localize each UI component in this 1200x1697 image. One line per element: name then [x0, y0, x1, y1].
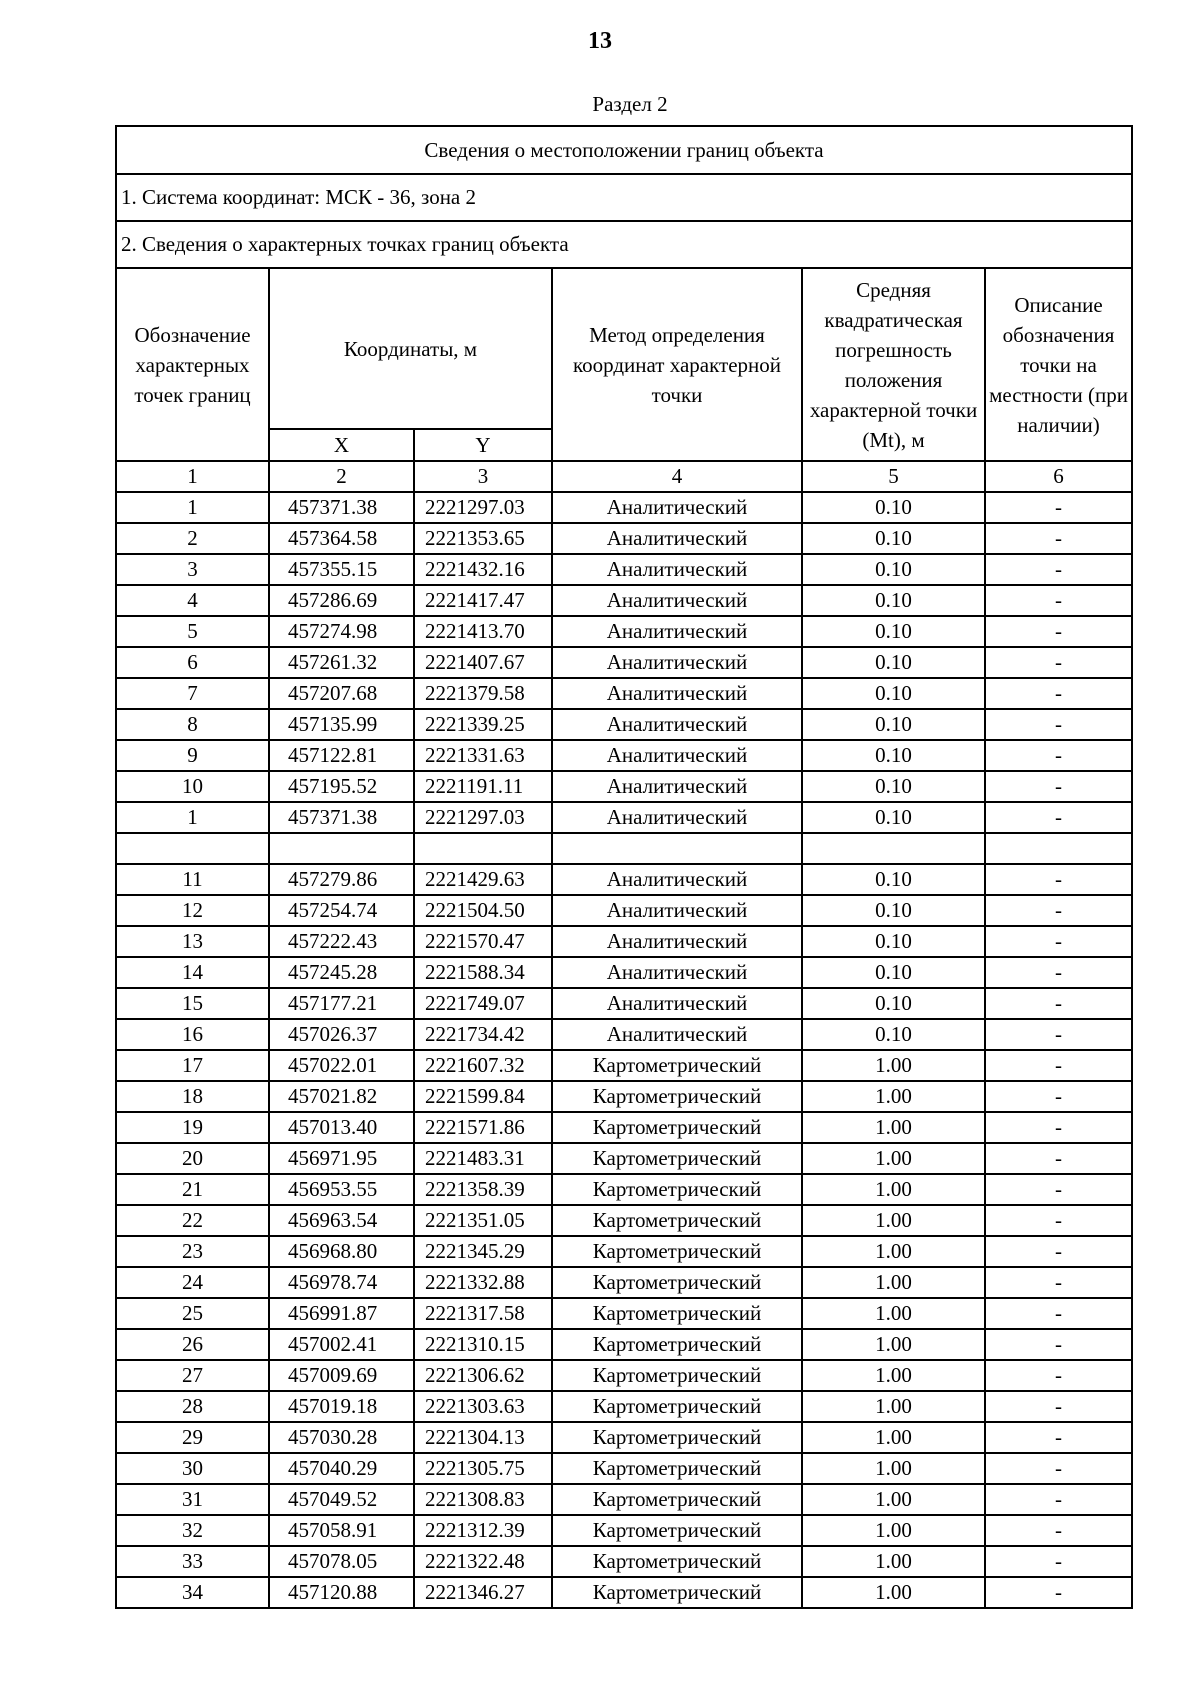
table-row	[116, 1236, 1132, 1267]
error-cell: 1.00	[802, 1298, 985, 1329]
table-row	[116, 554, 1132, 585]
description-cell: -	[985, 1112, 1132, 1143]
description-cell: -	[985, 988, 1132, 1019]
coord-y-cell: 2221571.86	[414, 1112, 552, 1143]
point-number-cell: 21	[116, 1174, 269, 1205]
table-row	[116, 1205, 1132, 1236]
point-number-cell: 22	[116, 1205, 269, 1236]
table-row	[116, 647, 1132, 678]
method-cell: Аналитический	[552, 988, 802, 1019]
coord-y-cell: 2221346.27	[414, 1577, 552, 1608]
point-number-cell: 2	[116, 523, 269, 554]
page-number: 13	[588, 28, 612, 54]
description-cell: -	[985, 709, 1132, 740]
table-row	[116, 895, 1132, 926]
coord-y-cell: 2221310.15	[414, 1329, 552, 1360]
error-cell: 0.10	[802, 895, 985, 926]
table-row	[116, 1360, 1132, 1391]
column-number: 2	[269, 461, 414, 492]
error-cell: 1.00	[802, 1329, 985, 1360]
coord-y-cell: 2221429.63	[414, 864, 552, 895]
table-row	[116, 1329, 1132, 1360]
coord-x-cell: 457254.74	[269, 895, 414, 926]
error-cell: 0.10	[802, 492, 985, 523]
description-cell: -	[985, 1019, 1132, 1050]
description-cell: -	[985, 1298, 1132, 1329]
error-cell: 1.00	[802, 1577, 985, 1608]
method-cell: Картометрический	[552, 1422, 802, 1453]
error-cell: 0.10	[802, 802, 985, 833]
coord-y-cell: 2221317.58	[414, 1298, 552, 1329]
coord-y-cell: 2221570.47	[414, 926, 552, 957]
point-number-cell	[116, 833, 269, 864]
point-number-cell: 31	[116, 1484, 269, 1515]
table-row	[116, 771, 1132, 802]
header-designation: Обозначение характерных точек границ	[116, 268, 269, 461]
table-caption: Сведения о местоположении границ объекта	[116, 126, 1132, 174]
point-number-cell: 5	[116, 616, 269, 647]
method-cell: Аналитический	[552, 802, 802, 833]
table-row	[116, 833, 1132, 864]
table-row	[116, 1050, 1132, 1081]
description-cell: -	[985, 1422, 1132, 1453]
coord-x-cell: 457355.15	[269, 554, 414, 585]
error-cell: 1.00	[802, 1422, 985, 1453]
table-row	[116, 1422, 1132, 1453]
coord-y-cell: 2221483.31	[414, 1143, 552, 1174]
description-cell: -	[985, 1484, 1132, 1515]
table-row	[116, 1546, 1132, 1577]
description-cell	[985, 833, 1132, 864]
coord-y-cell: 2221305.75	[414, 1453, 552, 1484]
table-row	[116, 709, 1132, 740]
method-cell	[552, 833, 802, 864]
coord-x-cell: 457022.01	[269, 1050, 414, 1081]
method-cell: Аналитический	[552, 864, 802, 895]
description-cell: -	[985, 1546, 1132, 1577]
description-cell: -	[985, 585, 1132, 616]
point-number-cell: 18	[116, 1081, 269, 1112]
coord-x-cell: 457026.37	[269, 1019, 414, 1050]
description-cell: -	[985, 802, 1132, 833]
point-number-cell: 9	[116, 740, 269, 771]
method-cell: Аналитический	[552, 492, 802, 523]
coord-x-cell: 456991.87	[269, 1298, 414, 1329]
method-cell: Картометрический	[552, 1174, 802, 1205]
point-number-cell: 32	[116, 1515, 269, 1546]
coord-x-cell: 457364.58	[269, 523, 414, 554]
error-cell	[802, 833, 985, 864]
method-cell: Картометрический	[552, 1546, 802, 1577]
coord-x-cell: 457261.32	[269, 647, 414, 678]
error-cell: 1.00	[802, 1236, 985, 1267]
description-cell: -	[985, 1360, 1132, 1391]
point-number-cell: 19	[116, 1112, 269, 1143]
table-row	[116, 1019, 1132, 1050]
table-row	[116, 1081, 1132, 1112]
point-number-cell: 34	[116, 1577, 269, 1608]
method-cell: Картометрический	[552, 1484, 802, 1515]
coord-y-cell: 2221432.16	[414, 554, 552, 585]
error-cell: 0.10	[802, 678, 985, 709]
table-row	[116, 1515, 1132, 1546]
method-cell: Аналитический	[552, 616, 802, 647]
point-number-cell: 4	[116, 585, 269, 616]
point-number-cell: 27	[116, 1360, 269, 1391]
error-cell: 1.00	[802, 1484, 985, 1515]
point-number-cell: 3	[116, 554, 269, 585]
coord-x-cell: 456968.80	[269, 1236, 414, 1267]
coord-y-cell: 2221322.48	[414, 1546, 552, 1577]
coord-y-cell: 2221599.84	[414, 1081, 552, 1112]
header-method: Метод определения координат характерной точки	[552, 268, 802, 461]
point-number-cell: 8	[116, 709, 269, 740]
description-cell: -	[985, 554, 1132, 585]
coord-x-cell: 457019.18	[269, 1391, 414, 1422]
coord-y-cell: 2221734.42	[414, 1019, 552, 1050]
description-cell: -	[985, 616, 1132, 647]
column-number-row	[116, 461, 1132, 492]
description-cell: -	[985, 1453, 1132, 1484]
coordinate-system-line: 1. Система координат: МСК - 36, зона 2	[116, 174, 1132, 221]
point-number-cell: 29	[116, 1422, 269, 1453]
coord-x-cell: 457122.81	[269, 740, 414, 771]
coord-x-cell: 457120.88	[269, 1577, 414, 1608]
coord-y-cell: 2221588.34	[414, 957, 552, 988]
coord-y-cell: 2221297.03	[414, 802, 552, 833]
method-cell: Картометрический	[552, 1515, 802, 1546]
error-cell: 1.00	[802, 1515, 985, 1546]
coord-x-cell: 457207.68	[269, 678, 414, 709]
description-cell: -	[985, 1174, 1132, 1205]
error-cell: 1.00	[802, 1205, 985, 1236]
error-cell: 1.00	[802, 1174, 985, 1205]
description-cell: -	[985, 492, 1132, 523]
method-cell: Картометрический	[552, 1329, 802, 1360]
method-cell: Аналитический	[552, 1019, 802, 1050]
point-number-cell: 20	[116, 1143, 269, 1174]
method-cell: Аналитический	[552, 957, 802, 988]
description-cell: -	[985, 647, 1132, 678]
method-cell: Аналитический	[552, 740, 802, 771]
description-cell: -	[985, 1329, 1132, 1360]
description-cell: -	[985, 740, 1132, 771]
table-row	[116, 616, 1132, 647]
point-number-cell: 14	[116, 957, 269, 988]
point-number-cell: 13	[116, 926, 269, 957]
description-cell: -	[985, 1577, 1132, 1608]
error-cell: 0.10	[802, 988, 985, 1019]
error-cell: 0.10	[802, 647, 985, 678]
coord-x-cell: 457009.69	[269, 1360, 414, 1391]
method-cell: Картометрический	[552, 1205, 802, 1236]
header-coordinates: Координаты, м	[269, 268, 552, 429]
point-number-cell: 7	[116, 678, 269, 709]
coord-x-cell: 457222.43	[269, 926, 414, 957]
description-cell: -	[985, 926, 1132, 957]
method-cell: Аналитический	[552, 678, 802, 709]
coord-y-cell: 2221413.70	[414, 616, 552, 647]
point-number-cell: 17	[116, 1050, 269, 1081]
coord-y-cell: 2221191.11	[414, 771, 552, 802]
error-cell: 0.10	[802, 585, 985, 616]
coord-x-cell: 457371.38	[269, 492, 414, 523]
point-number-cell: 10	[116, 771, 269, 802]
point-number-cell: 15	[116, 988, 269, 1019]
point-number-cell: 1	[116, 802, 269, 833]
coord-x-cell: 457021.82	[269, 1081, 414, 1112]
header-description: Описание обозначения точки на местности (при наличии)	[985, 268, 1132, 461]
coord-y-cell: 2221353.65	[414, 523, 552, 554]
method-cell: Картометрический	[552, 1360, 802, 1391]
error-cell: 1.00	[802, 1546, 985, 1577]
description-cell: -	[985, 1205, 1132, 1236]
table-row	[116, 1298, 1132, 1329]
column-number: 5	[802, 461, 985, 492]
description-cell: -	[985, 1267, 1132, 1298]
points-section-title: 2. Сведения о характерных точках границ объекта	[116, 221, 1132, 268]
coord-y-cell: 2221379.58	[414, 678, 552, 709]
coord-x-cell: 457177.21	[269, 988, 414, 1019]
error-cell: 0.10	[802, 1019, 985, 1050]
column-number: 3	[414, 461, 552, 492]
method-cell: Аналитический	[552, 709, 802, 740]
coord-y-cell: 2221417.47	[414, 585, 552, 616]
table-row	[116, 740, 1132, 771]
coord-y-cell: 2221306.62	[414, 1360, 552, 1391]
error-cell: 0.10	[802, 771, 985, 802]
section-label: Раздел 2	[592, 92, 668, 116]
description-cell: -	[985, 1081, 1132, 1112]
coord-y-cell: 2221345.29	[414, 1236, 552, 1267]
table-row	[116, 492, 1132, 523]
method-cell: Аналитический	[552, 771, 802, 802]
table-row	[116, 1577, 1132, 1608]
error-cell: 1.00	[802, 1112, 985, 1143]
table-row	[116, 1391, 1132, 1422]
coord-x-cell: 457030.28	[269, 1422, 414, 1453]
method-cell: Картометрический	[552, 1453, 802, 1484]
description-cell: -	[985, 864, 1132, 895]
table-row	[116, 1484, 1132, 1515]
table-row	[116, 1112, 1132, 1143]
table-row	[116, 1267, 1132, 1298]
error-cell: 1.00	[802, 1267, 985, 1298]
table-row	[116, 1453, 1132, 1484]
coord-x-cell: 457040.29	[269, 1453, 414, 1484]
coord-x-cell: 457245.28	[269, 957, 414, 988]
coord-x-cell: 457195.52	[269, 771, 414, 802]
header-y: Y	[414, 429, 552, 461]
point-number-cell: 11	[116, 864, 269, 895]
description-cell: -	[985, 678, 1132, 709]
point-number-cell: 6	[116, 647, 269, 678]
description-cell: -	[985, 895, 1132, 926]
coord-y-cell: 2221339.25	[414, 709, 552, 740]
method-cell: Картометрический	[552, 1298, 802, 1329]
method-cell: Картометрический	[552, 1050, 802, 1081]
coord-y-cell: 2221749.07	[414, 988, 552, 1019]
coord-y-cell: 2221308.83	[414, 1484, 552, 1515]
error-cell: 0.10	[802, 926, 985, 957]
method-cell: Аналитический	[552, 554, 802, 585]
coord-y-cell: 2221331.63	[414, 740, 552, 771]
point-number-cell: 26	[116, 1329, 269, 1360]
method-cell: Картометрический	[552, 1391, 802, 1422]
table-row	[116, 678, 1132, 709]
coord-y-cell: 2221407.67	[414, 647, 552, 678]
coord-x-cell: 457286.69	[269, 585, 414, 616]
description-cell: -	[985, 1143, 1132, 1174]
point-number-cell: 16	[116, 1019, 269, 1050]
table-row	[116, 585, 1132, 616]
coord-x-cell: 456963.54	[269, 1205, 414, 1236]
coord-y-cell: 2221607.32	[414, 1050, 552, 1081]
error-cell: 0.10	[802, 864, 985, 895]
header-mean-square-error: Средняя квадратическая погрешность положения характерной точки (Mt), м	[802, 268, 985, 461]
method-cell: Картометрический	[552, 1267, 802, 1298]
error-cell: 1.00	[802, 1143, 985, 1174]
error-cell: 0.10	[802, 523, 985, 554]
method-cell: Аналитический	[552, 895, 802, 926]
method-cell: Аналитический	[552, 585, 802, 616]
description-cell: -	[985, 957, 1132, 988]
method-cell: Аналитический	[552, 523, 802, 554]
coord-y-cell	[414, 833, 552, 864]
coord-y-cell: 2221351.05	[414, 1205, 552, 1236]
table-row	[116, 926, 1132, 957]
table-row	[116, 802, 1132, 833]
description-cell: -	[985, 1515, 1132, 1546]
error-cell: 1.00	[802, 1453, 985, 1484]
method-cell: Аналитический	[552, 647, 802, 678]
table-row	[116, 957, 1132, 988]
error-cell: 0.10	[802, 957, 985, 988]
point-number-cell: 25	[116, 1298, 269, 1329]
column-number: 1	[116, 461, 269, 492]
point-number-cell: 23	[116, 1236, 269, 1267]
coord-x-cell: 457013.40	[269, 1112, 414, 1143]
coord-y-cell: 2221303.63	[414, 1391, 552, 1422]
point-number-cell: 28	[116, 1391, 269, 1422]
coord-x-cell: 457135.99	[269, 709, 414, 740]
coord-x-cell: 457371.38	[269, 802, 414, 833]
coord-x-cell: 456971.95	[269, 1143, 414, 1174]
coord-x-cell: 457058.91	[269, 1515, 414, 1546]
coord-y-cell: 2221332.88	[414, 1267, 552, 1298]
method-cell: Картометрический	[552, 1577, 802, 1608]
error-cell: 1.00	[802, 1050, 985, 1081]
error-cell: 1.00	[802, 1391, 985, 1422]
description-cell: -	[985, 523, 1132, 554]
description-cell: -	[985, 1236, 1132, 1267]
error-cell: 1.00	[802, 1360, 985, 1391]
point-number-cell: 33	[116, 1546, 269, 1577]
coord-y-cell: 2221304.13	[414, 1422, 552, 1453]
description-cell: -	[985, 1050, 1132, 1081]
error-cell: 0.10	[802, 709, 985, 740]
point-number-cell: 30	[116, 1453, 269, 1484]
method-cell: Картометрический	[552, 1236, 802, 1267]
error-cell: 0.10	[802, 554, 985, 585]
coord-x-cell: 456953.55	[269, 1174, 414, 1205]
coord-y-cell: 2221504.50	[414, 895, 552, 926]
method-cell: Картометрический	[552, 1081, 802, 1112]
coord-x-cell	[269, 833, 414, 864]
header-x: X	[269, 429, 414, 461]
description-cell: -	[985, 1391, 1132, 1422]
method-cell: Картометрический	[552, 1143, 802, 1174]
table-row	[116, 988, 1132, 1019]
coord-x-cell: 457078.05	[269, 1546, 414, 1577]
coord-y-cell: 2221358.39	[414, 1174, 552, 1205]
boundary-points-table	[115, 125, 1133, 1609]
coord-y-cell: 2221297.03	[414, 492, 552, 523]
description-cell: -	[985, 771, 1132, 802]
table-row	[116, 1143, 1132, 1174]
coord-x-cell: 457274.98	[269, 616, 414, 647]
coord-x-cell: 456978.74	[269, 1267, 414, 1298]
method-cell: Аналитический	[552, 926, 802, 957]
coord-y-cell: 2221312.39	[414, 1515, 552, 1546]
coord-x-cell: 457002.41	[269, 1329, 414, 1360]
error-cell: 0.10	[802, 616, 985, 647]
coord-x-cell: 457279.86	[269, 864, 414, 895]
method-cell: Картометрический	[552, 1112, 802, 1143]
column-number: 4	[552, 461, 802, 492]
column-number: 6	[985, 461, 1132, 492]
error-cell: 0.10	[802, 740, 985, 771]
table-row	[116, 523, 1132, 554]
coord-x-cell: 457049.52	[269, 1484, 414, 1515]
table-row	[116, 1174, 1132, 1205]
point-number-cell: 24	[116, 1267, 269, 1298]
point-number-cell: 12	[116, 895, 269, 926]
error-cell: 1.00	[802, 1081, 985, 1112]
table-row	[116, 864, 1132, 895]
point-number-cell: 1	[116, 492, 269, 523]
